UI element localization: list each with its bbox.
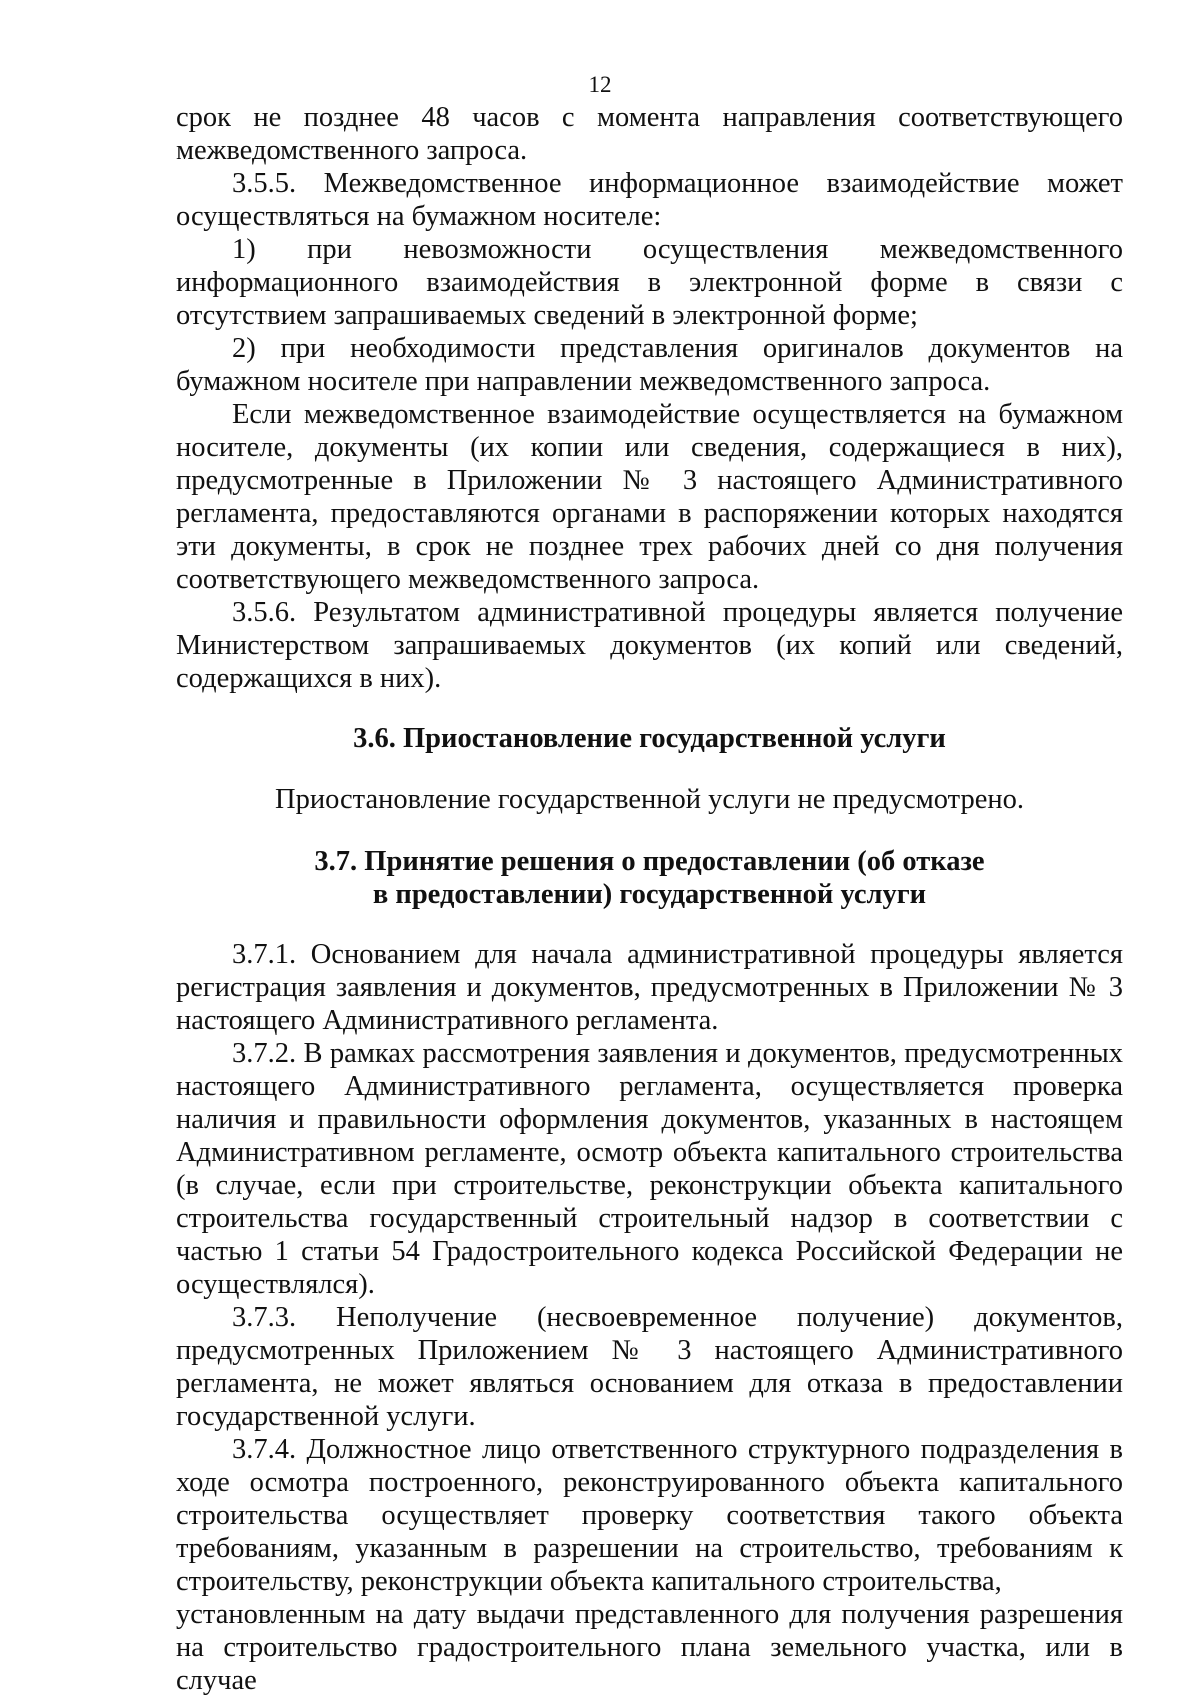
- paragraph-3-5-6: 3.5.6. Результатом административной процедуры является получение Министерством запрашиваемых документов (их копий или сведений, содержащихся в них).: [176, 597, 1123, 694]
- document-body: [176, 101, 1123, 1697]
- paragraph-paper-interaction: Если межведомственное взаимодействие осуществляется на бумажном носителе, документы (их копии или сведения, содержащиеся в них), предусмотренные в Приложении № 3 настоящего Административного регламента, предоставляются органами в распоряжении которых находятся эти документы, в срок не позднее трех рабочих дней со дня получения соответствующего межведомственного запроса.: [176, 399, 1123, 595]
- paragraph-suspension: Приостановление государственной услуги не предусмотрено.: [274, 784, 1024, 815]
- paragraph-3-7-4: 3.7.4. Должностное лицо ответственного структурного подразделения в ходе осмотра построенного, реконструированного объекта капитального строительства осуществляет проверку соответствия такого объекта требованиям, указанным в разрешении на строительство, требованиям к строительству, реконструкции объекта капитального строительства,: [176, 1434, 1123, 1597]
- section-heading-3-6: 3.6. Приостановление государственной услуги: [353, 723, 946, 754]
- section-heading-3-7-line1: 3.7. Принятие решения о предоставлении (об отказе: [314, 846, 985, 877]
- list-item-2: 2) при необходимости представления оригиналов документов на бумажном носителе при направлении межведомственного запроса.: [176, 333, 1123, 397]
- list-item-1: 1) при невозможности осуществления межведомственного информационного взаимодействия в электронной форме в связи с отсутствием запрашиваемых сведений в электронной форме;: [176, 234, 1123, 331]
- section-heading-3-7-line2: в предоставлении) государственной услуги: [372, 879, 927, 910]
- paragraph-3-7-2: 3.7.2. В рамках рассмотрения заявления и документов, предусмотренных настоящего Административного регламента, осуществляется проверка наличия и правильности оформления документов, указанных в настоящем Административном регламенте, осмотр объекта капитального строительства (в случае, если при строительстве, реконструкции объекта капитального строительства государственный строительный надзор в соответствии с частью 1 статьи 54 Градостроительного кодекса Российской Федерации не осуществлялся).: [176, 1038, 1123, 1300]
- page-number: 12: [588, 72, 612, 97]
- paragraph-3-7-1: 3.7.1. Основанием для начала административной процедуры является регистрация заявления и документов, предусмотренных в Приложении № 3 настоящего Административного регламента.: [176, 939, 1123, 1036]
- paragraph-3-5-5: 3.5.5. Межведомственное информационное взаимодействие может осуществляться на бумажном носителе:: [176, 168, 1123, 232]
- paragraph-continuation: срок не позднее 48 часов с момента направления соответствующего межведомственного запроса.: [176, 102, 1123, 166]
- paragraph-3-7-4-continuation: установленным на дату выдачи представленного для получения разрешения на строительство градостроительного плана земельного участка, или в случае: [176, 1599, 1123, 1696]
- paragraph-3-7-3: 3.7.3. Неполучение (несвоевременное получение) документов, предусмотренных Приложением № 3 настоящего Административного регламента, не может являться основанием для отказа в предоставлении государственной услуги.: [176, 1302, 1123, 1432]
